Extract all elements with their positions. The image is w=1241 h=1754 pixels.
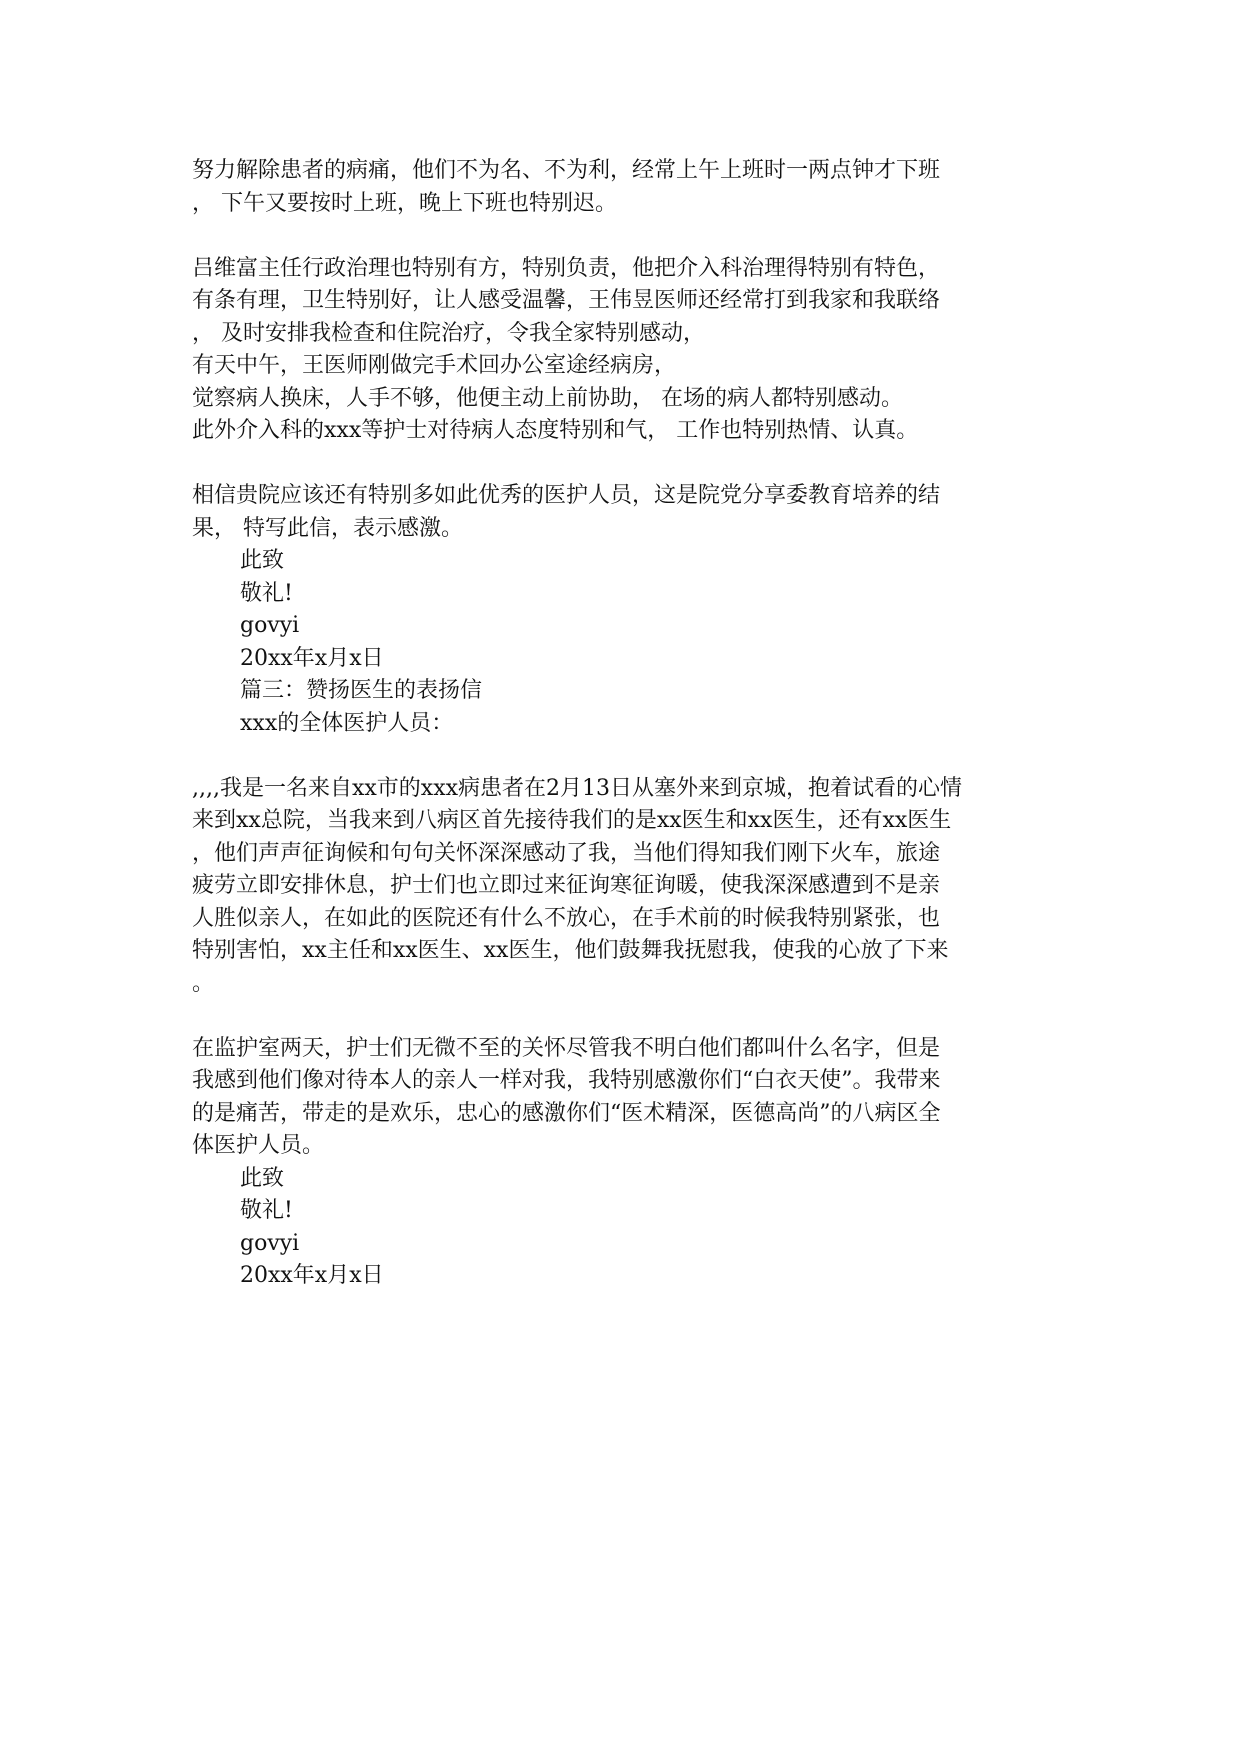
letter-body	[192, 155, 1052, 1293]
signature: govyi	[240, 613, 300, 638]
text-line: 。	[192, 970, 215, 996]
text-line: 吕维富主任行政治理也特别有方，特别负责，他把介入科治理得特别有特色，	[192, 255, 941, 281]
text-line: 有条有理，卫生特别好，让人感受温馨，王伟昱医师还经常打到我家和我联络	[192, 288, 941, 313]
paragraph-gap	[192, 448, 1052, 481]
text-line: 果， 特写此信，表示感激。	[192, 515, 463, 541]
text-line: ， 及时安排我检查和住院治疗，令我全家特别感动，	[192, 320, 705, 346]
paragraph-gap	[192, 1000, 1052, 1033]
text-line: 有天中午，王医师刚做完手术回办公室途经病房，	[192, 353, 677, 378]
text-line: 在监护室两天，护士们无微不至的关怀尽管我不明白他们都叫什么名字，但是	[192, 1035, 941, 1061]
salutation: xxx的全体医护人员：	[240, 710, 454, 736]
closing-line: 敬礼!	[240, 580, 293, 606]
text-line: 来到xx总院，当我来到八病区首先接待我们的是xx医生和xx医生，还有xx医生	[192, 808, 952, 833]
closing-line: 敬礼!	[240, 1198, 293, 1223]
paragraph-gap	[192, 740, 1052, 773]
text-line: 体医护人员。	[192, 1133, 325, 1158]
text-line: 此外介入科的xxx等护士对待病人态度特别和气， 工作也特别热情、认真。	[192, 418, 919, 443]
date-line: 20xx年x月x日	[240, 1263, 384, 1288]
closing-line: 此致	[240, 548, 285, 573]
signature: govyi	[240, 1230, 300, 1256]
text-line: 特别害怕，xx主任和xx医生、xx医生，他们鼓舞我抚慰我，使我的心放了下来	[192, 938, 949, 963]
section-heading: 篇三：赞扬医生的表扬信	[240, 678, 483, 703]
text-line: ,,,,我是一名来自xx市的xxx病患者在2月13日从塞外来到京城，抱着试看的心情	[192, 775, 963, 801]
text-line: ， 下午又要按时上班，晚上下班也特别迟。	[192, 190, 617, 216]
closing-line: 此致	[240, 1165, 285, 1191]
text-line: 人胜似亲人，在如此的医院还有什么不放心，在手术前的时候我特别紧张，也	[192, 905, 941, 931]
paragraph-gap	[192, 220, 1052, 253]
text-line: 觉察病人换床，人手不够，他便主动上前协助， 在场的病人都特别感动。	[192, 385, 903, 411]
text-line: 的是痛苦，带走的是欢乐，忠心的感激你们“医术精深，医德高尚”的八病区全	[192, 1100, 941, 1126]
text-line: 努力解除患者的病痛，他们不为名、不为利，经常上午上班时一两点钟才下班	[192, 158, 941, 183]
text-line: ，他们声声征询候和句句关怀深深感动了我，当他们得知我们刚下火车，旅途	[192, 840, 941, 866]
date-line: 20xx年x月x日	[240, 645, 384, 671]
text-line: 相信贵院应该还有特别多如此优秀的医护人员，这是院党分享委教育培养的结	[192, 483, 941, 508]
text-line: 疲劳立即安排休息，护士们也立即过来征询寒征询暖，使我深深感遭到不是亲	[192, 873, 941, 898]
text-line: 我感到他们像对待本人的亲人一样对我，我特别感激你们“白衣天使”。我带来	[192, 1068, 941, 1093]
